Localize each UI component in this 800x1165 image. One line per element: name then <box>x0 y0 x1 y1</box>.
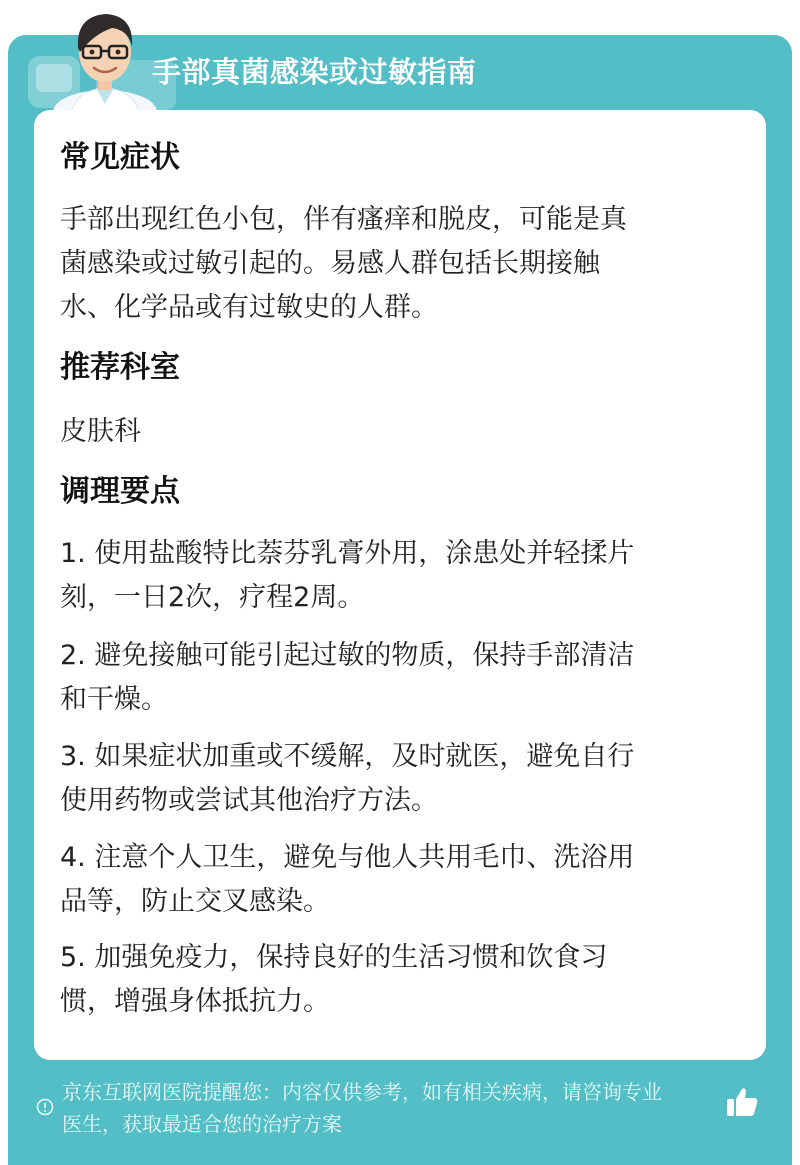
text-line: 4. 注意个人卫生，避免与他人共用毛巾、洗浴用 <box>60 842 635 873</box>
text-line: 皮肤科 <box>60 416 141 447</box>
text-line: 水、化学品或有过敏史的人群。 <box>60 292 438 323</box>
page-title: 手部真菌感染或过敏指南 <box>152 55 477 89</box>
text-line: 手部出现红色小包，伴有瘙痒和脱皮，可能是真 <box>60 204 627 235</box>
department-text <box>60 410 730 454</box>
text-line: 和干燥。 <box>60 684 168 715</box>
doctor-avatar <box>40 4 170 116</box>
thumbs-up-icon[interactable] <box>724 1084 760 1120</box>
section-heading-symptoms: 常见症状 <box>60 140 180 175</box>
text-line: 使用药物或尝试其他治疗方法。 <box>60 785 438 816</box>
text-line: 品等，防止交叉感染。 <box>60 886 330 917</box>
text-line: 2. 避免接触可能引起过敏的物质，保持手部清洁 <box>60 640 635 671</box>
info-icon <box>36 1098 54 1116</box>
text-line: 刻，一日2次，疗程2周。 <box>60 582 365 613</box>
footer-line: 医生，获取最适合您的治疗方案 <box>62 1112 342 1136</box>
section-heading-department: 推荐科室 <box>60 350 180 385</box>
symptoms-text <box>60 198 730 330</box>
footer-text <box>62 1076 727 1140</box>
section-heading-care: 调理要点 <box>60 474 180 509</box>
list-item <box>60 836 730 924</box>
text-line: 1. 使用盐酸特比萘芬乳膏外用，涂患处并轻揉片 <box>60 538 635 569</box>
list-item <box>60 735 730 823</box>
text-line: 惯，增强身体抵抗力。 <box>60 986 330 1017</box>
footer-line: 京东互联网医院提醒您：内容仅供参考，如有相关疾病，请咨询专业 <box>62 1080 662 1104</box>
text-line: 菌感染或过敏引起的。易感人群包括长期接触 <box>60 248 600 279</box>
list-item <box>60 532 730 620</box>
list-item <box>60 936 730 1024</box>
list-item <box>60 634 730 722</box>
text-line: 3. 如果症状加重或不缓解，及时就医，避免自行 <box>60 741 635 772</box>
text-line: 5. 加强免疫力，保持良好的生活习惯和饮食习 <box>60 942 608 973</box>
